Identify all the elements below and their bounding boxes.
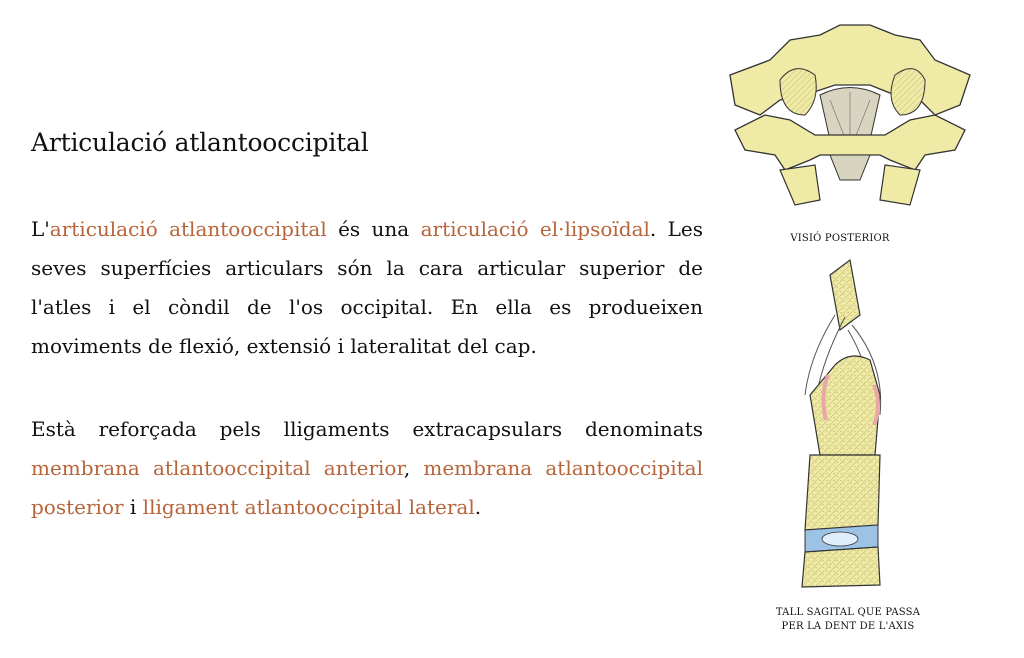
sagittal-section-illustration xyxy=(790,255,910,595)
text-segment: , xyxy=(403,456,424,480)
caption-posterior-view: VISIÓ POSTERIOR xyxy=(790,233,890,244)
link-lligament-lateral[interactable]: lligament atlantooccipital lateral xyxy=(142,495,475,519)
posterior-view-illustration xyxy=(720,20,980,220)
link-articulacio-atlantooccipital[interactable]: articulació atlantooccipital xyxy=(49,217,327,241)
text-segment: Està reforçada pels lligaments extracapsulars denominats xyxy=(31,417,703,441)
text-segment: és una xyxy=(326,217,421,241)
link-membrana-posterior[interactable]: membrana atlantooccipital posterior xyxy=(31,456,704,519)
ligaments-paragraph xyxy=(31,410,703,527)
caption-line-1: TALL SAGITAL QUE PASSA xyxy=(775,607,921,618)
text-segment: . xyxy=(474,495,482,519)
page-title: Articulació atlantooccipital xyxy=(31,128,369,157)
text-segment: i xyxy=(123,495,143,519)
text-segment: L' xyxy=(31,217,50,241)
description-paragraph xyxy=(31,210,703,366)
link-articulacio-ellipsoidal[interactable]: articulació el·lipsoïdal xyxy=(420,217,650,241)
text-segment: . Les seves superfícies articulars són la cara articular superior de l'atles i el còndil de l'os occipital. En ella es produeixen moviments de flexió, extensió i lateralitat del cap. xyxy=(31,217,703,358)
caption-line-2: PER LA DENT DE L'AXIS xyxy=(781,621,915,632)
caption-sagittal-section xyxy=(748,606,948,634)
link-membrana-anterior[interactable]: membrana atlantooccipital anterior xyxy=(31,456,404,480)
